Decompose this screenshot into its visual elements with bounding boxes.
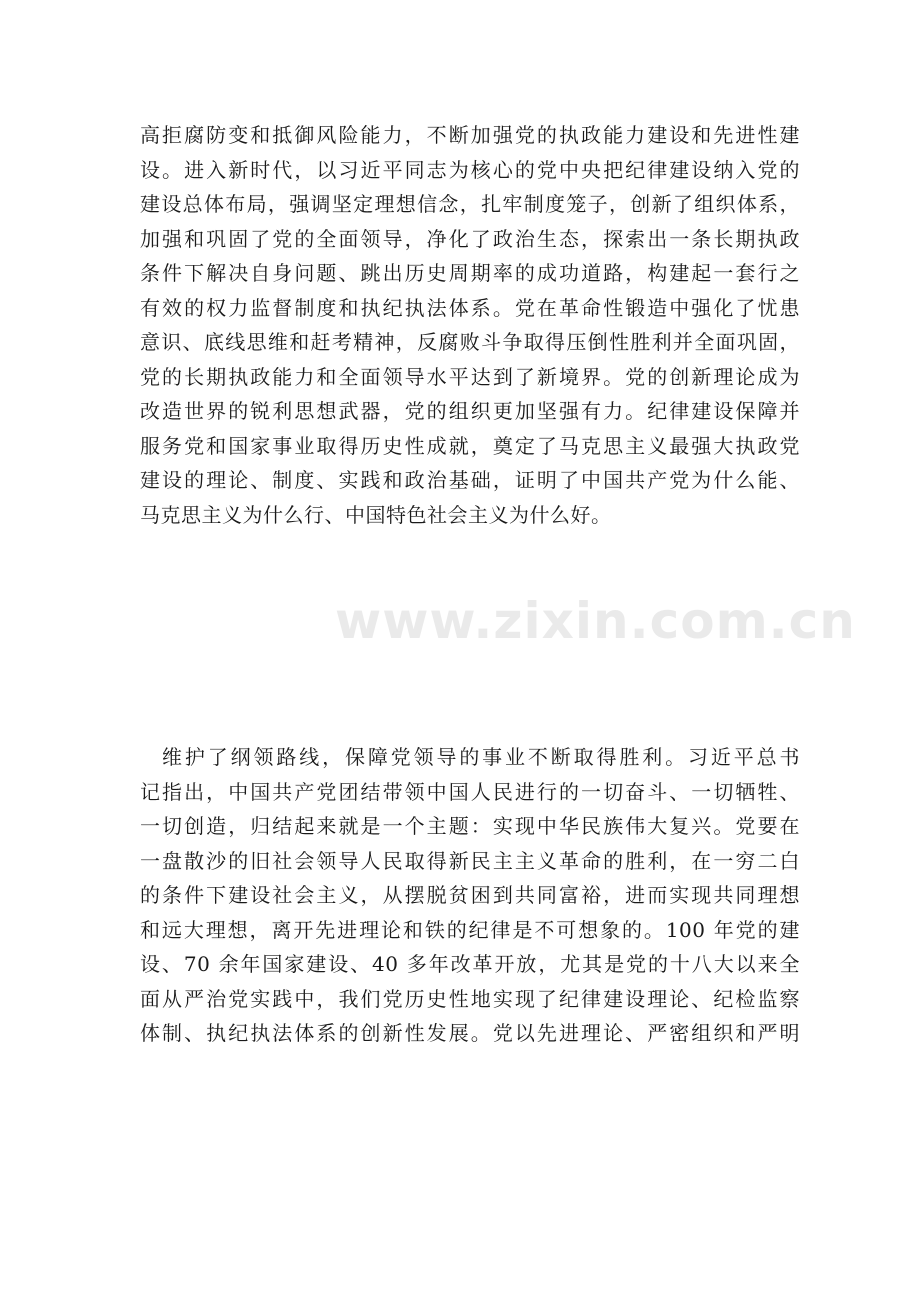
- text-line: 记指出，中国共产党团结带领中国人民进行的一切奋斗、一切牺牲、: [140, 779, 800, 804]
- text-line: 意识、底线思维和赶考精神，反腐败斗争取得压倒性胜利并全面巩固，: [140, 330, 800, 354]
- text-line: 条件下解决自身问题、跳出历史周期率的成功道路，构建起一套行之: [140, 261, 800, 285]
- text-line: 设。进入新时代，以习近平同志为核心的党中央把纪律建设纳入党的: [140, 157, 800, 182]
- text-line: 维护了纲领路线，保障党领导的事业不断取得胜利。习近平总书: [162, 745, 800, 769]
- paragraph-1: [140, 118, 800, 532]
- text-line: 体制、执纪执法体系的创新性发展。党以先进理论、严密组织和严明: [140, 1021, 800, 1045]
- text-line: 马克思主义为什么行、中国特色社会主义为什么好。: [140, 502, 612, 527]
- text-line: 加强和巩固了党的全面领导，净化了政治生态，探索出一条长期执政: [140, 226, 800, 251]
- text-line: 建设总体布局，强调坚定理想信念，扎牢制度笼子，创新了组织体系，: [140, 192, 800, 216]
- text-line: 的条件下建设社会主义，从摆脱贫困到共同富裕，进而实现共同理想: [140, 883, 800, 907]
- text-line: 改造世界的锐利思想武器，党的组织更加坚强有力。纪律建设保障并: [140, 399, 800, 423]
- text-line: 有效的权力监督制度和执纪执法体系。党在革命性锻造中强化了忧患: [140, 295, 800, 320]
- text-line: 建设的理论、制度、实践和政治基础，证明了中国共产党为什么能、: [140, 468, 800, 492]
- text-line: 面从严治党实践中，我们党历史性地实现了纪律建设理论、纪检监察: [140, 986, 800, 1011]
- watermark: www.zixin.com.cn: [335, 592, 856, 650]
- text-line: 一盘散沙的旧社会领导人民取得新民主主义革命的胜利，在一穷二白: [140, 848, 800, 873]
- text-line: 和远大理想，离开先进理论和铁的纪律是不可想象的。100 年党的建: [140, 917, 800, 942]
- text-line: 高拒腐防变和抵御风险能力，不断加强党的执政能力建设和先进性建: [140, 123, 800, 147]
- text-line: 一切创造，归结起来就是一个主题：实现中华民族伟大复兴。党要在: [140, 814, 800, 838]
- text-line: 党的长期执政能力和全面领导水平达到了新境界。党的创新理论成为: [140, 364, 800, 389]
- text-line: 服务党和国家事业取得历史性成就，奠定了马克思主义最强大执政党: [140, 433, 800, 458]
- paragraph-2: [140, 740, 800, 1051]
- text-line: 设、70 余年国家建设、40 多年改革开放，尤其是党的十八大以来全: [140, 952, 800, 976]
